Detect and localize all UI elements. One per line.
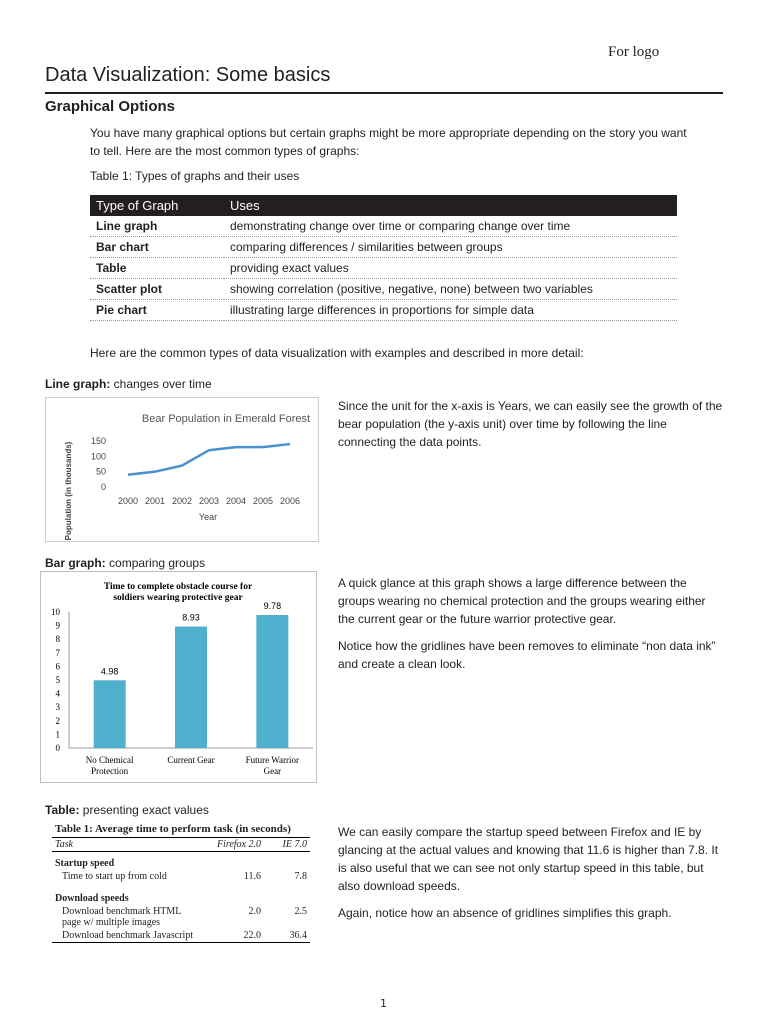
table-label-bold: Table: [45, 803, 80, 817]
x-tick-label: Current Gear [167, 755, 215, 765]
table-description-p1: We can easily compare the startup speed between Firefox and IE by glancing at the actual values and knowing that 11.6 is higher than 7.8. It is also useful that we can see not only startup speed in this table, but also download speeds. [338, 825, 719, 893]
graph-use-cell: illustrating large differences in proportions for simple data [224, 300, 677, 321]
y-tick-label: 50 [95, 466, 106, 477]
chart-title: Bear Population in Emerald Forest [141, 413, 311, 425]
bar-description-p2: Notice how the gridlines have been removes to eliminate “non data ink” and create a clean look. [338, 639, 716, 671]
y-tick-label: 0 [55, 743, 60, 753]
x-tick-label: Future Warrior Gear [245, 755, 300, 776]
table-description-p2: Again, notice how an absence of gridlines simplifies this graph. [338, 906, 672, 920]
group-heading: Startup speed [55, 858, 115, 869]
value-cell: 22.0 [198, 929, 264, 943]
table-label-rest: presenting exact values [79, 803, 209, 817]
table-row [90, 258, 677, 279]
table-header-row [90, 195, 677, 216]
line-graph-description: Since the unit for the x-axis is Years, we can easily see the growth of the bear population (the y-axis unit) over time by following the line connecting the data points. [338, 399, 723, 449]
graph-type-cell: Scatter plot [90, 279, 224, 300]
graph-type-cell: Line graph [90, 216, 224, 237]
bar [256, 615, 288, 748]
column-header: Firefox 2.0 [198, 838, 264, 852]
graph-use-cell: showing correlation (positive, negative, none) between two variables [224, 279, 677, 300]
value-cell: 11.6 [243, 871, 261, 882]
column-header: Task [52, 838, 198, 852]
graph-type-cell: Pie chart [90, 300, 224, 321]
section-heading: Graphical Options [45, 98, 176, 115]
bar [94, 680, 126, 748]
bar [175, 627, 207, 748]
table-row [52, 905, 310, 929]
bar-graph-label [45, 556, 205, 570]
x-tick-label: 2000 [117, 496, 139, 506]
column-header: IE 7.0 [264, 838, 310, 852]
intro-paragraph: You have many graphical options but certain graphs might be more appropriate depending on the story you want to tell. Here are the most common types of graphs: [90, 126, 687, 158]
x-tick-label: 2002 [171, 496, 193, 506]
y-tick-label: 4 [55, 688, 60, 699]
results-header-row [52, 838, 310, 852]
value-cell: 2.0 [248, 906, 261, 917]
column-header: Type of Graph [90, 195, 224, 216]
y-tick-label: 2 [55, 715, 60, 726]
data-label: 4.98 [100, 666, 119, 677]
logo-placeholder: For logo [608, 44, 660, 60]
graph-type-cell: Bar chart [90, 237, 224, 258]
bar-description-p1: A quick glance at this graph shows a large difference between the groups wearing no chemical protection and the groups wearing either the current gear or the future warrior protective gear. [338, 576, 706, 626]
column-header: Uses [224, 195, 677, 216]
y-tick-label: 100 [90, 451, 106, 462]
table-row [90, 237, 677, 258]
bar-chart [40, 571, 317, 783]
x-tick-label: No Chemical Protection [85, 755, 134, 776]
graph-use-cell: demonstrating change over time or comparing change over time [224, 216, 677, 237]
x-tick-label: 2004 [225, 496, 247, 506]
value-cell: 2.5 [294, 906, 307, 917]
title-rule [45, 92, 723, 94]
table-row [52, 870, 310, 883]
value-cell: 36.4 [264, 929, 310, 943]
x-tick-label: 2001 [144, 496, 166, 506]
table-label [45, 803, 209, 817]
y-tick-label: 150 [90, 436, 106, 446]
graph-use-cell: providing exact values [224, 258, 677, 279]
line-graph-label-rest: changes over time [110, 377, 212, 391]
page-number: 1 [380, 997, 387, 1010]
results-table-caption: Table 1: Average time to perform task (in seconds) [52, 822, 310, 838]
common-types-paragraph: Here are the common types of data visualization with examples and described in more detail: [90, 346, 584, 360]
x-tick-label: 2005 [252, 496, 274, 506]
y-tick-label: 8 [55, 634, 60, 645]
y-tick-label: 7 [55, 647, 60, 658]
task-cell: Download benchmark HTML page w/ multiple images [62, 906, 182, 928]
data-label: 8.93 [182, 612, 200, 623]
chart-title: Time to complete obstacle course for soldiers wearing protective gear [103, 582, 253, 603]
line-graph-label-bold: Line graph: [45, 377, 111, 391]
table-row [90, 300, 677, 321]
y-tick-label: 9 [55, 620, 60, 631]
y-tick-label: 10 [51, 607, 60, 617]
line-graph-label [45, 377, 212, 391]
x-axis-label: Year [198, 512, 218, 522]
graph-type-cell: Table [90, 258, 224, 279]
y-tick-label: 5 [55, 675, 60, 685]
value-cell: 7.8 [294, 871, 307, 882]
x-tick-label: 2003 [198, 496, 220, 506]
y-axis-label: Population (in thousands) [64, 441, 73, 541]
data-label: 9.78 [263, 600, 282, 611]
y-tick-label: 1 [55, 729, 60, 740]
page-title: Data Visualization: Some basics [45, 64, 331, 86]
table-description [338, 823, 723, 931]
table-row [52, 929, 310, 943]
group-heading: Download speeds [55, 893, 129, 904]
table-row [90, 279, 677, 300]
y-tick-label: 3 [55, 702, 60, 713]
line-chart [45, 397, 319, 542]
bar-graph-description [338, 574, 723, 682]
task-cell: Time to start up from cold [62, 871, 167, 882]
x-tick-label: 2006 [279, 496, 301, 506]
y-tick-label: 0 [100, 482, 106, 492]
task-cell: Download benchmark Javascript [52, 929, 198, 943]
series-line [128, 444, 290, 475]
table-caption: Table 1: Types of graphs and their uses [90, 169, 300, 183]
y-tick-label: 6 [55, 661, 60, 672]
table-row [90, 216, 677, 237]
bar-graph-label-rest: comparing groups [105, 556, 206, 570]
graph-use-cell: comparing differences / similarities between groups [224, 237, 677, 258]
graph-types-table [90, 195, 677, 321]
bar-graph-label-bold: Bar graph: [45, 556, 106, 570]
results-table [52, 822, 310, 943]
